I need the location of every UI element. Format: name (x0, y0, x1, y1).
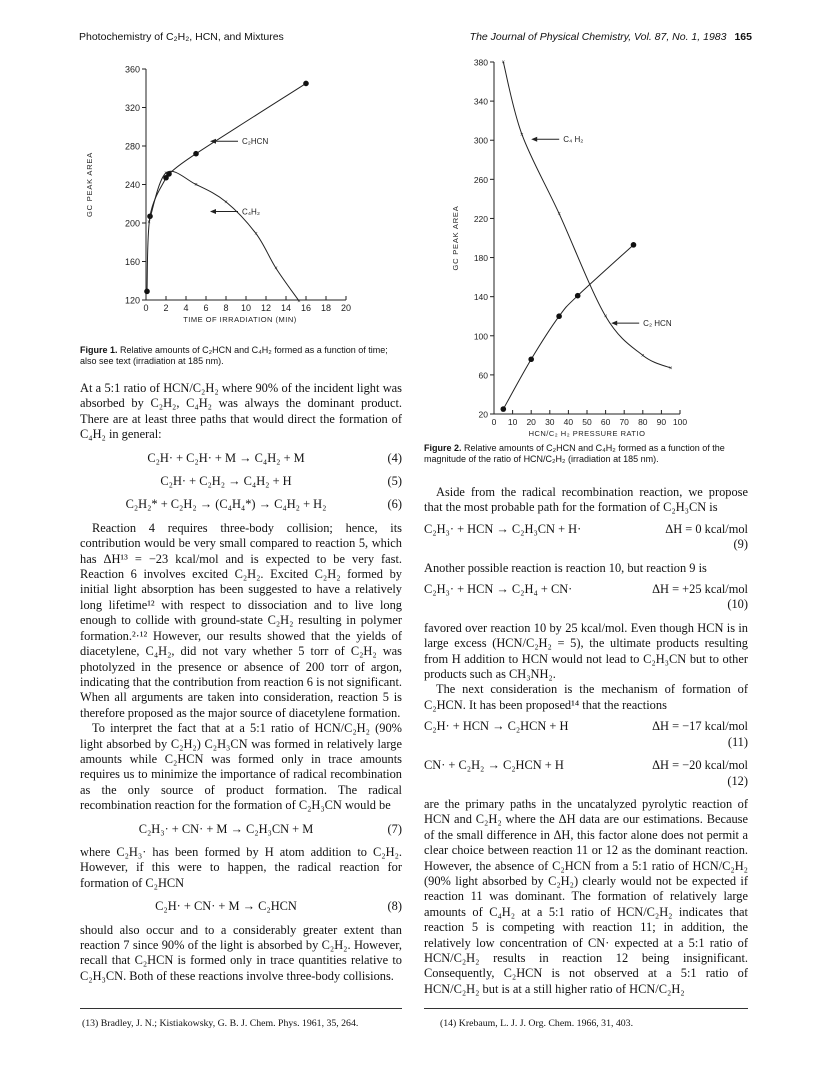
x-tick-label: 100 (672, 417, 688, 427)
paragraph: Aside from the radical recombination reaction, we propose that the most probable path for the formation of C₂H₃CN is (424, 485, 748, 515)
paragraph: To interpret the fact that at a 5:1 ratio of HCN/C₂H₂ (90% light absorbed by C₂H₂) C₂H₃CN was formed in relatively large amounts while C₂HCN was formed only in trace amounts requires us to minimize the importance of radical recombination as the only source of product formation. The radical recombination reaction for the formation of C₂H₃CN would be (80, 721, 402, 813)
paragraph: Another possible reaction is reaction 10, but reaction 9 is (424, 560, 707, 575)
x-axis-label: TIME OF IRRADIATION (MIN) (183, 315, 297, 324)
figure-2-caption (424, 443, 749, 465)
figure-1-chart (80, 55, 410, 345)
x-tick-label: 0 (491, 417, 497, 427)
equation-text: C₂H· + HCN → C₂HCN + H (424, 719, 569, 734)
running-header-left: Photochemistry of C₂H₂, HCN, and Mixtures (79, 31, 284, 43)
x-tick-label: 10 (240, 303, 252, 313)
equation-number: (5) (387, 474, 402, 489)
data-point-c2hcn (303, 81, 309, 87)
paragraph: favored over reaction 10 by 25 kcal/mol. Even though HCN is in large excess (HCN/C₂H₂ = 5), the ultimate products resulting from H addition to HCN would not lead to C₂H₃CN but to other products such as CH₃NH₂. (424, 620, 748, 682)
x-tick-label: 10 (507, 417, 518, 427)
left-column (80, 381, 402, 984)
footnote-13: (13) Bradley, J. N.; Kistiakowsky, G. B. J. Chem. Phys. 1961, 35, 264. (82, 1018, 359, 1029)
paragraph: where C₂H₃· has been formed by H atom addition to C₂H₂. However, if this were to happen, the radical reaction for formation of C₂HCN (80, 844, 402, 890)
x-axis-label: HCN/C₂ H₂ PRESSURE RATIO (528, 429, 646, 438)
equation-7 (80, 822, 402, 837)
footnote-rule (80, 1008, 402, 1009)
series-line-c2hcn (503, 245, 633, 409)
x-tick-label: 60 (600, 417, 611, 427)
x-tick-label: 70 (619, 417, 629, 427)
data-point-c2hcn (501, 406, 507, 412)
equation-11 (424, 719, 748, 750)
x-tick-label: 12 (260, 303, 272, 313)
y-axis-label: GC PEAK AREA (85, 151, 94, 218)
y-tick-label: 220 (473, 213, 488, 224)
footnote-rule (424, 1008, 748, 1009)
x-tick-label: 16 (300, 303, 312, 313)
equation-number: (10) (727, 597, 748, 612)
equation-text: CN· + C₂H₂ → C₂HCN + H (424, 758, 564, 773)
y-tick-label: 20 (478, 409, 488, 420)
y-tick-label: 200 (124, 218, 140, 229)
x-tick-label: 6 (203, 303, 209, 313)
footnote-14: (14) Krebaum, L. J. J. Org. Chem. 1966, 31, 403. (440, 1018, 634, 1029)
equation-number: (9) (733, 537, 748, 552)
annotation-label: C₂ HCN (643, 319, 672, 329)
data-point-c4h2: × (297, 298, 301, 305)
equation-text: C₂H· + CN· + M → C₂HCN (155, 899, 297, 914)
data-point-c2hcn (528, 356, 534, 362)
x-tick-label: 4 (183, 303, 189, 313)
x-tick-label: 2 (163, 303, 169, 313)
x-tick-label: 30 (545, 417, 555, 427)
x-tick-label: 50 (582, 417, 592, 427)
equation-number: (6) (387, 497, 402, 512)
y-tick-label: 280 (124, 141, 140, 152)
data-point-c2hcn (556, 313, 562, 319)
equation-6 (80, 497, 402, 512)
y-tick-label: 180 (473, 253, 488, 264)
data-point-c2hcn (144, 289, 150, 295)
y-tick-label: 160 (124, 257, 140, 267)
data-point-c4h2: × (164, 170, 168, 177)
x-tick-label: 18 (320, 303, 332, 313)
data-point-c4h2: × (501, 60, 506, 66)
y-tick-label: 320 (124, 103, 140, 113)
x-tick-label: 80 (638, 417, 648, 427)
equation-12 (424, 758, 748, 789)
equation-number: (7) (387, 821, 402, 836)
annotation-label: C₂HCN (242, 137, 269, 147)
paragraph: are the primary paths in the uncatalyzed pyrolytic reaction of HCN and C₂H₂ where the ΔH data are our estimations. Because of the small difference in ΔH, this factor alone does not permit a clear choice between reaction 11 or 12 as the dominant reaction. However, the absence of C₂HCN from a 5:1 ratio of HCN/C₂H₂ (90% light absorbed by C₂H₂) clearly would not be expected if reaction 11 was dominant. The formation of relatively large amounts of C₄H₂ at a 5:1 ratio of HCN/C₂H₂ indicates that reaction 5 is competing with reaction 11; in addition, the relatively low concentration of CN· expected at a 5:1 ratio of HCN/C₂H₂ results in reaction 12 being insignificant. Consequently, C₂HCN is not observed at a 5:1 ratio of HCN/C₂H₂ but is at a still higher ratio of HCN/C₂H₂ (424, 796, 748, 996)
annotation-arrowhead (531, 137, 537, 142)
equation-enthalpy: ΔH = +25 kcal/mol (652, 582, 748, 597)
data-point-c4h2: × (520, 132, 524, 139)
paragraph: At a 5:1 ratio of HCN/C₂H₂ where 90% of the incident light was absorbed by C₂H₂, C₄H₂ was always the dominant product. There are at least three paths that would direct the formation of C₄H₂ in general: (80, 381, 402, 442)
data-point-c4h2: × (274, 266, 278, 273)
equation-enthalpy: ΔH = −17 kcal/mol (652, 719, 748, 734)
data-point-c4h2: × (603, 314, 608, 321)
equation-enthalpy: ΔH = 0 kcal/mol (665, 521, 748, 536)
y-tick-label: 100 (473, 331, 488, 342)
annotation-arrowhead (611, 321, 617, 326)
equation-number: (4) (387, 450, 402, 465)
y-tick-label: 260 (473, 174, 488, 185)
annotation-label: C₄ H₂ (563, 135, 584, 145)
data-point-c2hcn (193, 151, 199, 157)
y-tick-label: 360 (124, 64, 140, 75)
x-tick-label: 14 (280, 303, 292, 313)
y-axis-label: GC PEAK AREA (451, 205, 460, 271)
equation-text: C₂H₃· + CN· + M → C₂H₃CN + M (138, 821, 314, 836)
y-tick-label: 240 (124, 180, 140, 190)
figure-1-caption (80, 345, 405, 367)
data-point-c4h2: × (254, 231, 258, 238)
equation-5 (80, 474, 402, 489)
equation-8 (80, 899, 402, 914)
data-point-c2hcn (631, 242, 637, 248)
data-point-c4h2: × (194, 182, 198, 189)
data-point-c4h2: × (147, 220, 151, 227)
equation-enthalpy: ΔH = −20 kcal/mol (652, 758, 748, 773)
equation-text: C₂H₃· + HCN → C₂H₄ + CN· (424, 582, 573, 597)
equation-10 (424, 582, 748, 613)
equation-text: C₂H· + C₂H₂ → C₄H₂ + H (160, 474, 292, 489)
page-number: 165 (734, 31, 752, 43)
figure-2-label: Figure 2. (424, 443, 462, 453)
journal-citation: The Journal of Physical Chemistry, Vol. 87, No. 1, 1983 (469, 31, 727, 43)
equation-text: C₂H₂* + C₂H₂ → (C₄H₄*) → C₄H₂ + H₂ (125, 497, 327, 512)
x-tick-label: 20 (526, 417, 536, 427)
figure-1-caption-text: Relative amounts of C₂HCN and C₄H₂ formed as a function of time; also see text (irradiation at 185 nm). (80, 345, 388, 366)
x-tick-label: 0 (143, 303, 149, 313)
equation-number: (12) (727, 773, 748, 788)
figure-2-chart (440, 52, 740, 444)
x-tick-label: 40 (563, 417, 574, 427)
x-tick-label: 8 (223, 303, 229, 313)
y-tick-label: 60 (478, 370, 488, 381)
y-tick-label: 140 (473, 292, 488, 303)
paragraph: The next consideration is the mechanism of formation of C₂HCN. It has been proposed¹⁴ that the reactions (424, 682, 748, 712)
equation-text: C₂H₃· + HCN → C₂H₃CN + H· (424, 521, 582, 536)
right-column (424, 485, 748, 997)
data-point-c2hcn (575, 293, 581, 299)
y-tick-label: 120 (124, 295, 140, 306)
equation-9 (424, 522, 748, 553)
annotation-arrowhead (210, 209, 216, 214)
running-header-right (470, 31, 752, 43)
figure-1-label: Figure 1. (80, 345, 118, 355)
equation-number: (8) (387, 899, 402, 914)
paragraph: should also occur and to a considerably greater extent than reaction 7 since 90% of the light is absorbed by C₂H₂. However, recall that C₂HCN is formed only in trace quantities relative to C₂H₃CN. Both of these reactions involve three-body collisions. (80, 922, 402, 983)
data-point-c4h2: × (668, 366, 673, 373)
figure-2-caption-text: Relative amounts of C₂HCN and C₄H₂ formed as a function of the magnitude of the ratio of HCN/C₂H₂ (irradiation at 185 nm). (424, 443, 725, 464)
data-point-c4h2: × (641, 353, 645, 360)
x-tick-label: 90 (656, 417, 667, 427)
y-tick-label: 300 (473, 135, 488, 146)
equation-number: (11) (727, 734, 748, 749)
x-tick-label: 20 (340, 303, 352, 313)
data-point-c4h2: × (224, 199, 228, 206)
annotation-label: C₄H₂ (242, 207, 260, 217)
y-tick-label: 340 (473, 96, 488, 107)
equation-4 (80, 451, 402, 466)
paragraph: Reaction 4 requires three-body collision; hence, its contribution would be very small compared to reaction 5, which has ΔH¹³ = −23 kcal/mol and is expected to be very fast. Reaction 6 involves excited C₂H₂. Excited C₂H₂ formed by initial light absorption has been suggested to have a relatively long lifetime¹² with respect to dissociation and to live long enough to collide with ground-state C₂H₂ resulting in polymer formation.²·¹² However, our results showed that the yields of diacetylene, C₄H₂, did not vary whether 5 torr of C₂H₂ was photolyzed in the presence or absence of 200 torr of argon, indicating that the contribution from reaction 6 is not significant. When all arguments are taken into consideration, reaction 5 is therefore proposed as the major source of diacetylene formation. (80, 520, 402, 720)
series-line-c4h2 (149, 171, 299, 301)
y-tick-label: 380 (473, 57, 488, 68)
data-point-c4h2: × (557, 211, 561, 218)
series-line-c2hcn (147, 83, 306, 291)
equation-text: C₂H· + C₂H· + M → C₄H₂ + M (147, 450, 305, 465)
